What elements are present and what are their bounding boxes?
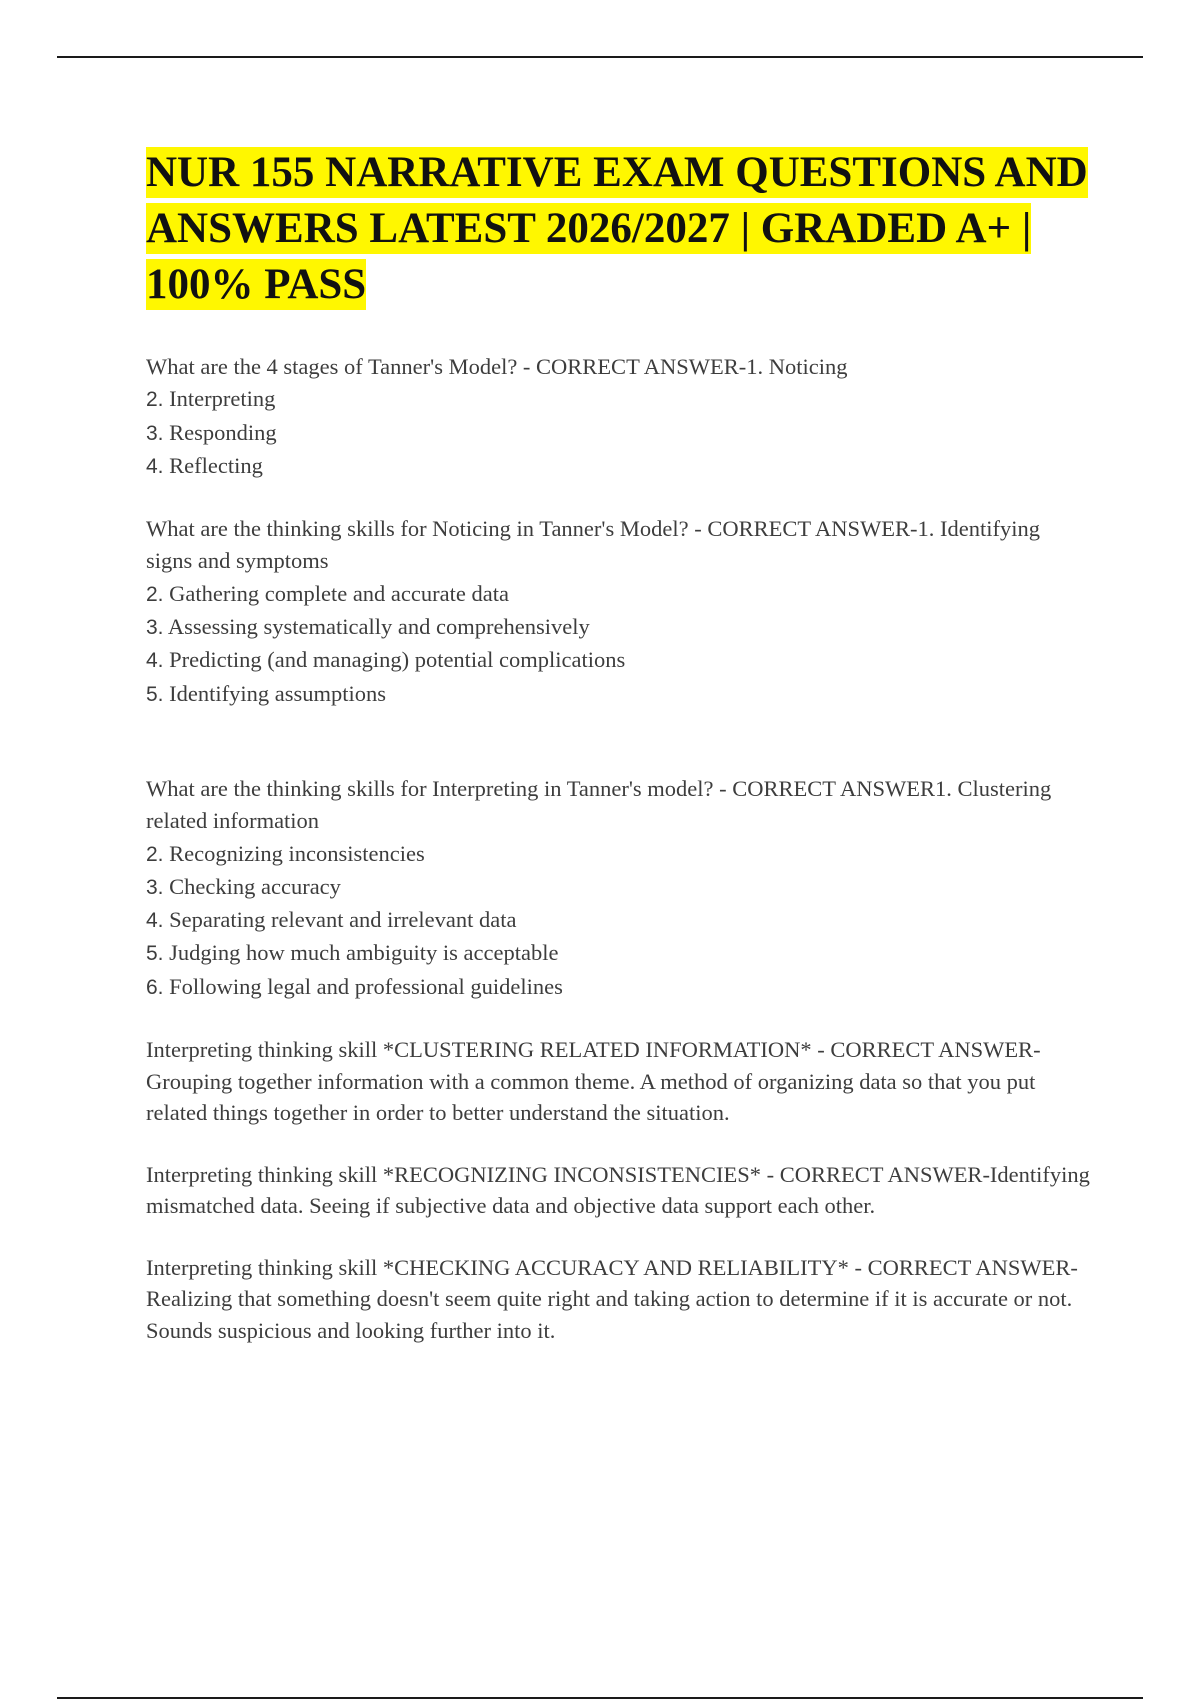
list-number: 3.: [146, 421, 164, 445]
list-item: [146, 937, 1090, 970]
list-number: 6.: [146, 975, 164, 999]
answer-paragraph: Interpreting thinking skill *CLUSTERING RELATED INFORMATION* - CORRECT ANSWER-Grouping together information with a common theme. A method of organizing data so that you put related things together in order to better understand the situation.: [146, 1037, 1041, 1126]
qa-block-interpreting: [146, 773, 1090, 1004]
answer-paragraph: Interpreting thinking skill *CHECKING ACCURACY AND RELIABILITY* - CORRECT ANSWER-Realizing that something doesn't seem quite right and taking action to determine if it is accurate or not. Sounds suspicious and looking further into it.: [146, 1254, 1078, 1343]
list-text: Checking accuracy: [169, 873, 341, 899]
title-highlight: NUR 155 NARRATIVE EXAM QUESTIONS AND ANSWERS LATEST 2026/2027 | GRADED A+ | 100% PASS: [146, 149, 1088, 308]
list-number: 5.: [146, 682, 164, 706]
list-text: Predicting (and managing) potential complications: [169, 647, 626, 673]
list-text: Following legal and professional guidelines: [169, 973, 563, 999]
list-item: [146, 578, 1090, 611]
document-title: [146, 145, 1090, 313]
list-item: [146, 450, 1090, 483]
qa-block-noticing: [146, 513, 1090, 711]
list-item: [146, 871, 1090, 904]
answer-accuracy: [146, 1252, 1090, 1347]
list-number: 4.: [146, 649, 164, 673]
document-body: [146, 145, 1090, 1346]
answer-paragraph: Interpreting thinking skill *RECOGNIZING INCONSISTENCIES* - CORRECT ANSWER-Identifying mismatched data. Seeing if subjective data and objective data support each other.: [146, 1161, 1090, 1219]
top-rule: [57, 56, 1143, 58]
list-number: 2.: [146, 388, 164, 412]
list-item: [146, 383, 1090, 416]
list-text: Responding: [169, 419, 277, 445]
list-text: Gathering complete and accurate data: [169, 580, 509, 606]
list-item: [146, 417, 1090, 450]
list-item: [146, 838, 1090, 871]
list-text: Recognizing inconsistencies: [169, 840, 425, 866]
list-text: Interpreting: [169, 386, 276, 412]
list-number: 4.: [146, 909, 164, 933]
qa-lead: What are the thinking skills for Noticing in Tanner's Model? - CORRECT ANSWER-1. Identifying signs and symptoms: [146, 516, 1041, 574]
answer-inconsistencies: [146, 1159, 1090, 1222]
bottom-rule: [57, 1697, 1143, 1699]
list-item: [146, 678, 1090, 711]
list-number: 3.: [146, 875, 164, 899]
list-text: Identifying assumptions: [169, 680, 386, 706]
list-item: [146, 971, 1090, 1004]
list-number: 2.: [146, 842, 164, 866]
list-text: Assessing systematically and comprehensively: [167, 614, 590, 640]
qa-lead: What are the 4 stages of Tanner's Model? - CORRECT ANSWER-1. Noticing: [146, 354, 848, 379]
list-text: Separating relevant and irrelevant data: [169, 907, 517, 933]
answer-clustering: [146, 1034, 1090, 1129]
list-item: [146, 904, 1090, 937]
list-text: Judging how much ambiguity is acceptable: [169, 940, 559, 966]
list-number: 4.: [146, 454, 164, 478]
list-item: [146, 644, 1090, 677]
qa-block-stages: [146, 351, 1090, 483]
list-item: [146, 611, 1090, 644]
qa-lead: What are the thinking skills for Interpreting in Tanner's model? - CORRECT ANSWER1. Clustering related information: [146, 775, 1052, 834]
list-number: 5.: [146, 942, 164, 966]
list-number: 2.: [146, 582, 164, 606]
list-text: Reflecting: [169, 452, 263, 478]
list-number: 3.: [146, 616, 164, 640]
